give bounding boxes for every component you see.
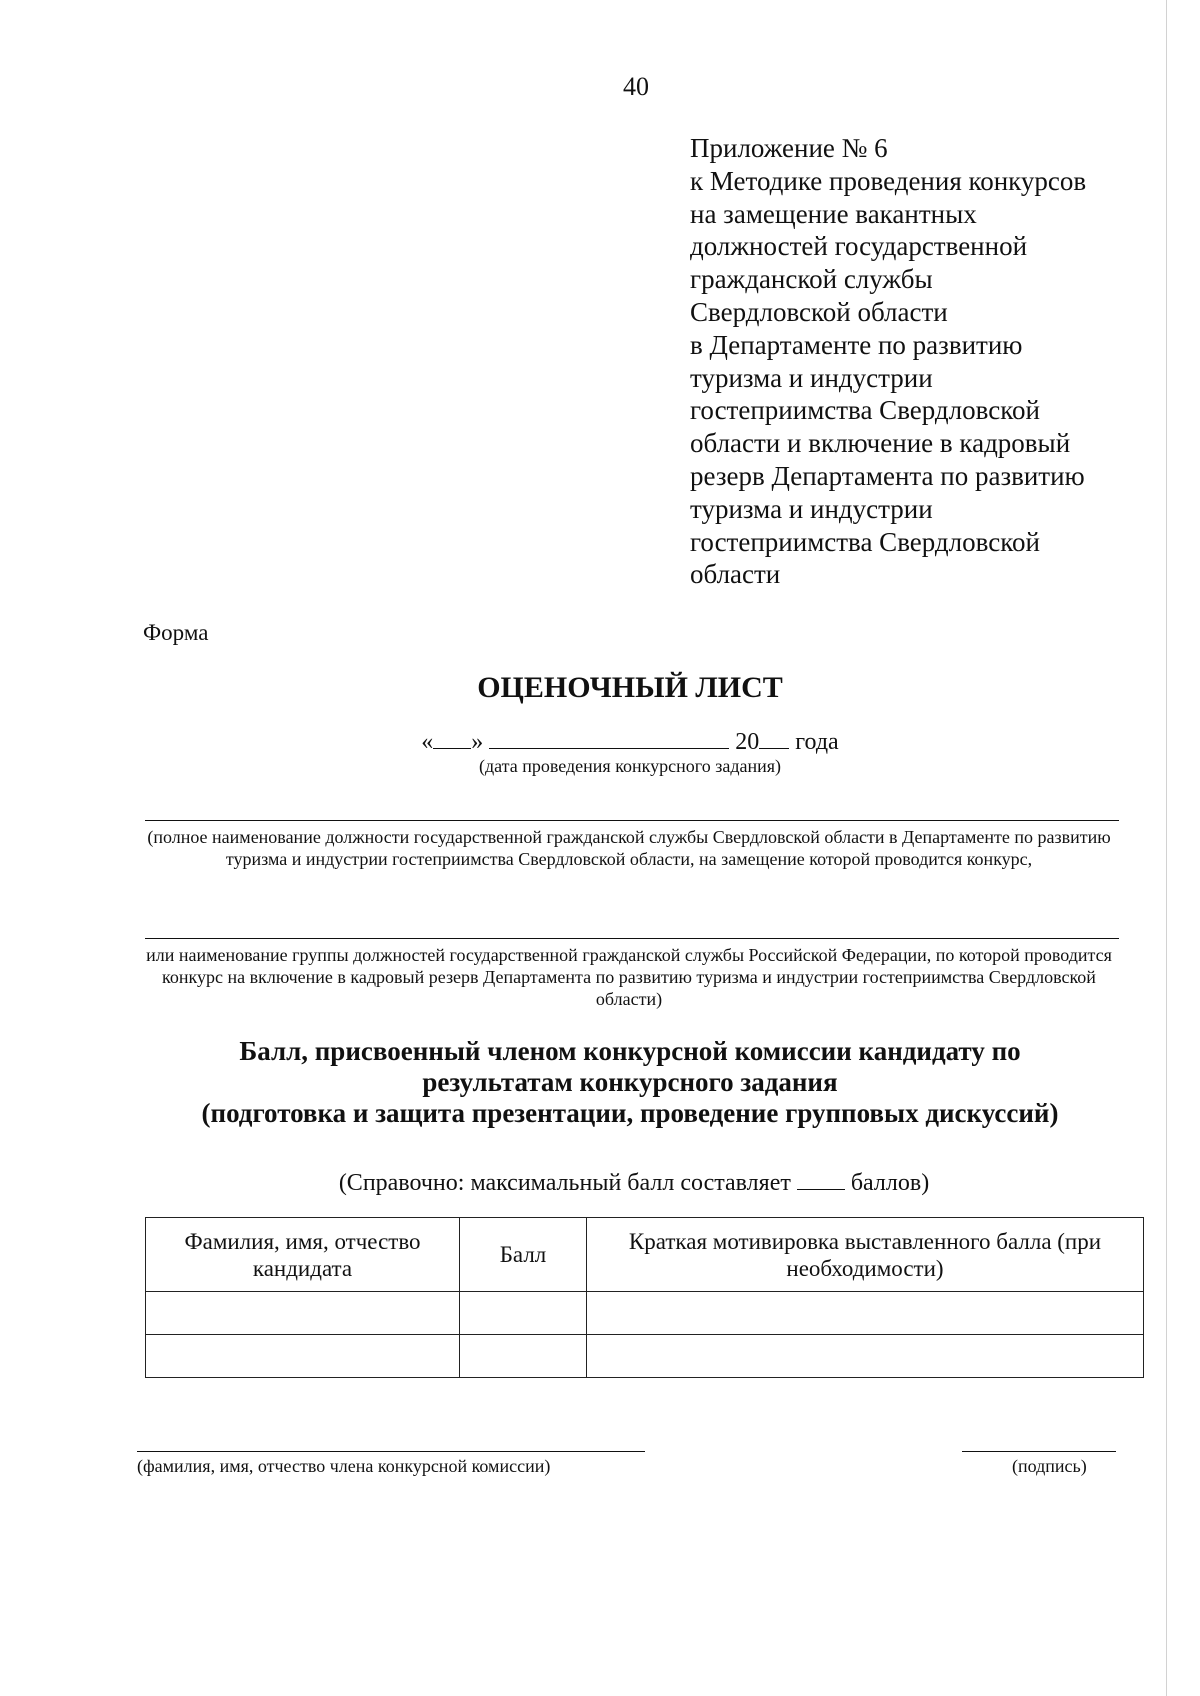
date-caption: (дата проведения конкурсного задания): [478, 756, 782, 776]
close-quote: »: [471, 728, 484, 755]
year-blank[interactable]: [759, 725, 789, 749]
cell-candidate-name[interactable]: [146, 1292, 460, 1335]
position-caption-2: или наименование группы должностей государственной гражданской службы Российской Федерации, по которой проводится конкурс на включение в кадровый резерв Департамента по развитию туризма и индустрии гостеприимства Свердловской области): [146, 945, 1112, 1009]
cell-motivation[interactable]: [587, 1292, 1144, 1335]
day-blank[interactable]: [433, 725, 471, 749]
header-candidate-name: Фамилия, имя, отчество кандидата: [146, 1218, 460, 1292]
member-name-caption: (фамилия, имя, отчество члена конкурсной комиссии): [137, 1456, 551, 1476]
appendix-line: резерв Департамента по развитию: [690, 460, 1085, 491]
appendix-line: Свердловской области: [690, 296, 948, 327]
form-label: Форма: [143, 620, 209, 645]
open-quote: «: [421, 728, 434, 755]
member-name-line[interactable]: [137, 1451, 645, 1452]
appendix-line: на замещение вакантных: [690, 198, 977, 229]
cell-score[interactable]: [460, 1335, 587, 1378]
page-edge-rule: [1166, 0, 1167, 1696]
table-row: [146, 1292, 1144, 1335]
signature-line[interactable]: [962, 1451, 1116, 1452]
date-row: [0, 725, 1200, 756]
appendix-line: к Методике проведения конкурсов: [690, 165, 1087, 196]
header-motivation: Краткая мотивировка выставленного балла (при необходимости): [587, 1218, 1144, 1292]
reference-text-before: (Справочно: максимальный балл составляет: [338, 1169, 791, 1196]
score-table: [145, 1217, 1144, 1378]
appendix-line: гостеприимства Свердловской: [690, 526, 1040, 557]
year-prefix: 20: [735, 728, 760, 755]
appendix-line: гражданской службы: [690, 264, 933, 295]
appendix-line: области: [690, 559, 781, 590]
page-number: 40: [623, 72, 649, 101]
appendix-line: туризма и индустрии: [690, 362, 933, 393]
score-heading-line: Балл, присвоенный членом конкурсной комиссии кандидату по: [239, 1036, 1021, 1066]
appendix-line: гостеприимства Свердловской: [690, 395, 1040, 426]
score-heading: [150, 1036, 1110, 1129]
table-row: [146, 1335, 1144, 1378]
cell-motivation[interactable]: [587, 1335, 1144, 1378]
position-caption-1: (полное наименование должности государственной гражданской службы Свердловской области в Департаменте по развитию туризма и индустрии гостеприимства Свердловской области, на замещение которой проводится конкурс,: [147, 827, 1111, 869]
signature-caption: (подпись): [1012, 1456, 1087, 1476]
position-group-line[interactable]: [145, 938, 1119, 939]
position-name-line[interactable]: [145, 820, 1119, 821]
table-header-row: [146, 1218, 1144, 1292]
score-heading-line: (подготовка и защита презентации, проведение групповых дискуссий): [201, 1098, 1059, 1128]
document-title: ОЦЕНОЧНЫЙ ЛИСТ: [477, 671, 783, 704]
score-heading-line: результатам конкурсного задания: [422, 1067, 838, 1097]
max-score-reference: [0, 1166, 1200, 1197]
reference-text-after: баллов): [850, 1169, 930, 1196]
cell-score[interactable]: [460, 1292, 587, 1335]
cell-candidate-name[interactable]: [146, 1335, 460, 1378]
appendix-block: [690, 132, 1086, 591]
appendix-line: должностей государственной: [690, 231, 1028, 262]
appendix-line: Приложение № 6: [690, 133, 888, 163]
appendix-line: в Департаменте по развитию: [690, 329, 1023, 360]
appendix-line: области и включение в кадровый: [690, 428, 1071, 459]
month-blank[interactable]: [489, 725, 729, 749]
max-score-blank[interactable]: [797, 1166, 845, 1190]
header-score: Балл: [460, 1218, 587, 1292]
appendix-line: туризма и индустрии: [690, 493, 933, 524]
year-suffix: года: [795, 728, 839, 755]
